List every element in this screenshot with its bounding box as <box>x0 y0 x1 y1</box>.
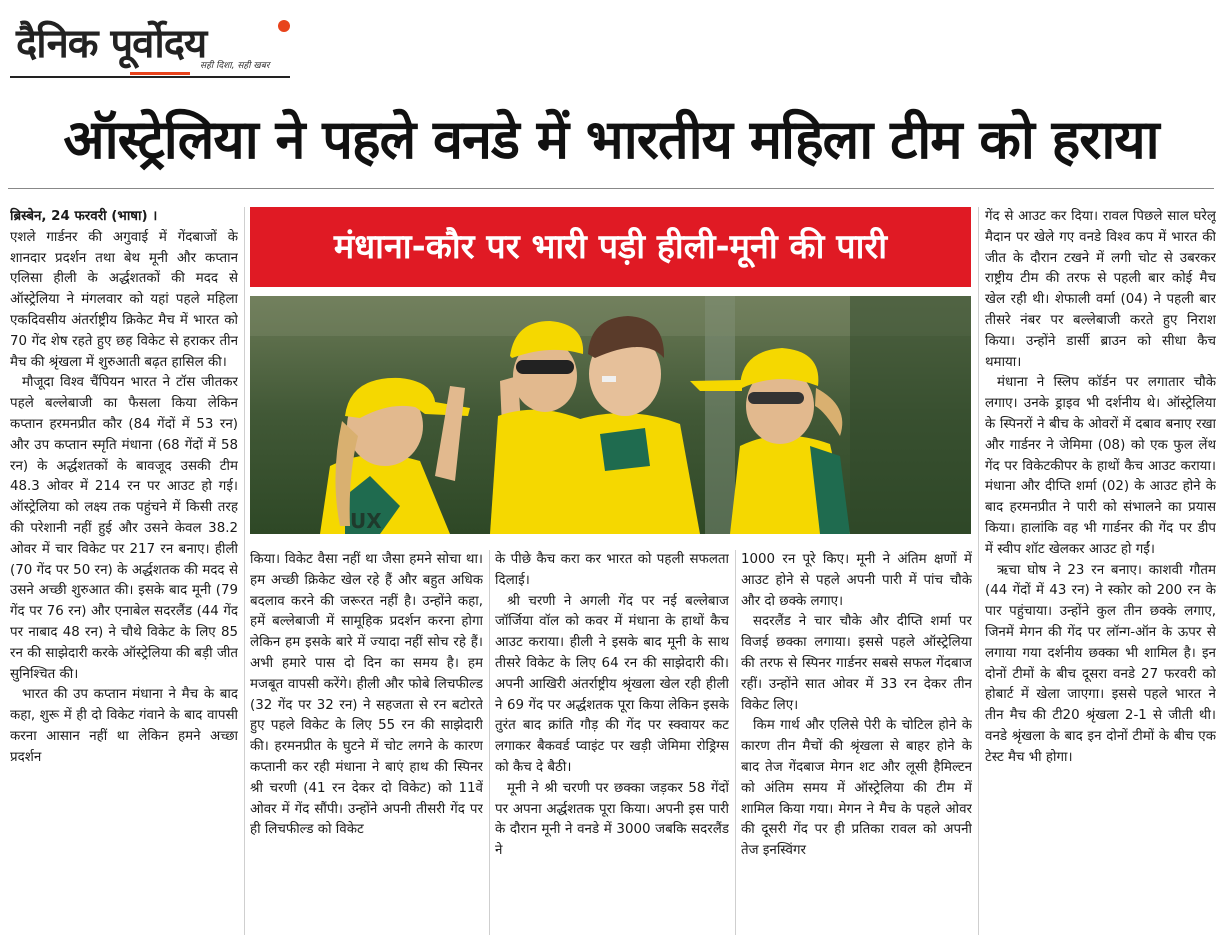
paragraph: ऋचा घोष ने 23 रन बनाए। काशवी गौतम (44 गेंदों में 43 रन) ने स्कोर को 200 रन के पार पहुंचाया। उन्होंने कुल तीन छक्के लगाए, जिनमें मेगन की गेंद पर लॉन्ग-ऑन के ऊपर से लगाया गया दर्शनीय छक्का भी शामिल है। इन दोनों टीमों के बीच दूसरा वनडे 27 फरवरी को होबार्ट में खेला जाएगा। इससे पहले भारत ने तीन मैच की टी20 श्रृंखला 2-1 से जीती थी। वनडे श्रृंखला के बाद इन दोनों टीमों के बीच एक टेस्ट मैच भी होगा। <box>985 562 1216 765</box>
paragraph: गेंद से आउट कर दिया। रावल पिछले साल घरेलू मैदान पर खेले गए वनडे विश्व कप में भारत की जीत के दौरान टखने में लगी चोट से उबरकर राष्ट्रीय टीम की तरफ से पहली बार कोई मैच खेल रही थी। शेफाली वर्मा (04) ने पहली बार तीसरे नंबर पर बल्लेबाजी करते हुए निराश किया। उन्होंने डार्सी ब्राउन को सीधा कैच थमाया। <box>985 209 1216 370</box>
tagline-bar <box>130 72 190 75</box>
logo-dot-icon <box>278 20 290 32</box>
players-celebration-photo <box>250 296 971 534</box>
paragraph: मूनी ने श्री चरणी पर छक्का जड़कर 58 गेंदों पर अपना अर्द्धशतक पूरा किया। अपनी इस पारी के दौरान मूनी ने वनडे में 3000 जबकि सदरलैंड ने <box>495 780 729 859</box>
masthead-rule <box>10 76 290 78</box>
dateline: ब्रिस्बेन, 24 फरवरी (भाषा) । <box>10 209 158 224</box>
headline-divider <box>8 188 1214 189</box>
paragraph: किम गार्थ और एलिसे पेरी के चोटिल होने के कारण तीन मैचों की श्रृंखला से बाहर होने के बाद तेज गेंदबाज मेगन शट और लूसी हैमिल्टन को अंतिम समय में ऑस्ट्रेलिया की टीम में शामिल किया गया। मेगन ने मैच के पहले ओवर की दूसरी गेंद पर ही प्रतिका रावल को अपनी तेज इनस्विंगर <box>741 718 972 859</box>
masthead-tagline: सही दिशा, सही खबर <box>200 61 270 71</box>
paragraph: एशले गार्डनर की अगुवाई में गेंदबाजों के शानदार प्रदर्शन तथा बेथ मूनी और कप्तान एलिसा हीली के अर्द्धशतकों की मदद से ऑस्ट्रेलिया ने मंगलवार को यहां पहले महिला एकदिवसीय अंतर्राष्ट्रीय क्रिकेट मैच में भारत को 70 गेंद शेष रहते हुए छह विकेट से हराकर तीन मैच की श्रृंखला में शुरुआती बढ़त हासिल की। <box>10 229 238 370</box>
headline: ऑस्ट्रेलिया ने पहले वनडे में भारतीय महिला टीम को हराया <box>63 108 1159 171</box>
paragraph: भारत की उप कप्तान मंधाना ने मैच के बाद कहा, शुरू में ही दो विकेट गंवाने के बाद वापसी करना आसान नहीं था लेकिन हमने अच्छा प्रदर्शन <box>10 687 238 765</box>
column-rule <box>489 550 490 935</box>
column-rule <box>978 207 979 935</box>
paragraph: श्री चरणी ने अगली गेंद पर नई बल्लेबाज जॉर्जिया वॉल को कवर में मंधाना के हाथों कैच आउट कराया। हीली ने इसके बाद मूनी के साथ तीसरे विकेट के लिए 64 रन की साझेदारी की। अपनी आखिरी अंतर्राष्ट्रीय श्रृंखला खेल रही हीली ने 69 गेंद पर अर्द्धशतक पूरा किया लेकिन इसके तुरंत बाद क्रांति गौड़ की गेंद पर स्क्वायर कट लगाकर बैकवर्ड प्वाइंट पर खड़ी जेमिमा रोड्रिग्स को कैच दे बैठी। <box>495 593 729 775</box>
paragraph: किया। विकेट वैसा नहीं था जैसा हमने सोचा था। हम अच्छी क्रिकेट खेल रहे हैं और बहुत अधिक बदलाव करने की जरूरत नहीं है। उन्होंने कहा, हमें बल्लेबाजी में सामूहिक प्रदर्शन करना होगा लेकिन हम इसके बारे में ज्यादा नहीं सोच रहे हैं। अभी हमारे पास दो दिन का समय है। हम मजबूत वापसी करेंगे। हीली और फोबे लिचफील्ड (32 गेंद पर 32 रन) ने सहजता से रन बटोरते हुए पहले विकेट के लिए 55 रन की साझेदारी की। हरमनप्रीत के घुटने में चोट लगने के कारण कप्तानी कर रही मंधाना ने बाएं हाथ की स्पिनर श्री चरणी (41 रन देकर दो विकेट) को 11वें ओवर में गेंद सौंपी। उन्होंने अपनी तीसरी गेंद पर ही लिचफील्ड को विकेट <box>250 552 483 838</box>
article-column-4 <box>741 550 972 935</box>
paragraph: मंधाना ने स्लिप कॉर्डन पर लगातार चौके लगाए। उनके ड्राइव भी दर्शनीय थे। ऑस्ट्रेलिया के स्पिनरों ने बीच के ओवरों में दबाव बनाए रखा और गार्डनर ने जेमिमा (08) को एक फुल लेंथ गेंद पर विकेटकीपर के हाथों कैच आउट कराया। मंधाना और दीप्ति शर्मा (02) के आउट होने के बाद हरमनप्रीत ने पारी को संभालने का प्रयास किया। हालांकि वह भी गार्डनर की गेंद पर डीप में स्वीप शॉट खेलकर आउट हो गईं। <box>985 375 1216 557</box>
article-column-3 <box>495 550 729 935</box>
newspaper-logo: दैनिक पूर्वोदय <box>16 21 207 67</box>
article-column-1 <box>10 207 238 935</box>
article-column-2 <box>250 550 483 935</box>
paragraph: मौजूदा विश्व चैंपियन भारत ने टॉस जीतकर पहले बल्लेबाजी का फैसला किया लेकिन कप्तान हरमनप्रीत कौर (84 गेंदों में 53 रन) और उप कप्तान स्मृति मंधाना (68 गेंदों में 58 रन) के अर्द्धशतकों के बावजूद उसकी टीम 48.3 ओवर में 214 रन पर आउट हो गई। ऑस्ट्रेलिया को लक्ष्य तक पहुंचने में किसी तरह की परेशानी नहीं हुई और उसने केवल 38.2 ओवर में चार विकेट पर 217 रन बनाए। हीली (70 गेंद पर 50 रन) के अर्द्धशतक की मदद से उसने अच्छी शुरुआत की। इसके बाद मूनी (79 गेंद पर 76 रन) और एनाबेल सदरलैंड (44 गेंद पर नाबाद 48 रन) ने चौथे विकेट के लिए 85 रन की साझेदारी करके ऑस्ट्रेलिया की बड़ी जीत सुनिश्चित की। <box>10 375 238 682</box>
column-rule <box>735 550 736 935</box>
photo-illustration <box>250 296 971 534</box>
paragraph: सदरलैंड ने चार चौके और दीप्ति शर्मा पर विजई छक्का लगाया। इससे पहले ऑस्ट्रेलिया की तरफ से स्पिनर गार्डनर सबसे सफल गेंदबाज रहीं। उन्होंने सात ओवर में 33 रन देकर तीन विकेट लिए। <box>741 614 972 713</box>
paragraph: 1000 रन पूरे किए। मूनी ने अंतिम क्षणों में आउट होने से पहले अपनी पारी में पांच चौके और दो छक्के लगाए। <box>741 552 972 609</box>
paragraph: के पीछे कैच करा कर भारत को पहली सफलता दिलाई। <box>495 552 729 588</box>
jersey-text: UX <box>350 509 382 533</box>
subheadline-banner: मंधाना-कौर पर भारी पड़ी हीली-मूनी की पारी <box>250 207 971 287</box>
column-rule <box>244 207 245 935</box>
article-column-5 <box>985 207 1216 935</box>
masthead <box>10 8 290 74</box>
